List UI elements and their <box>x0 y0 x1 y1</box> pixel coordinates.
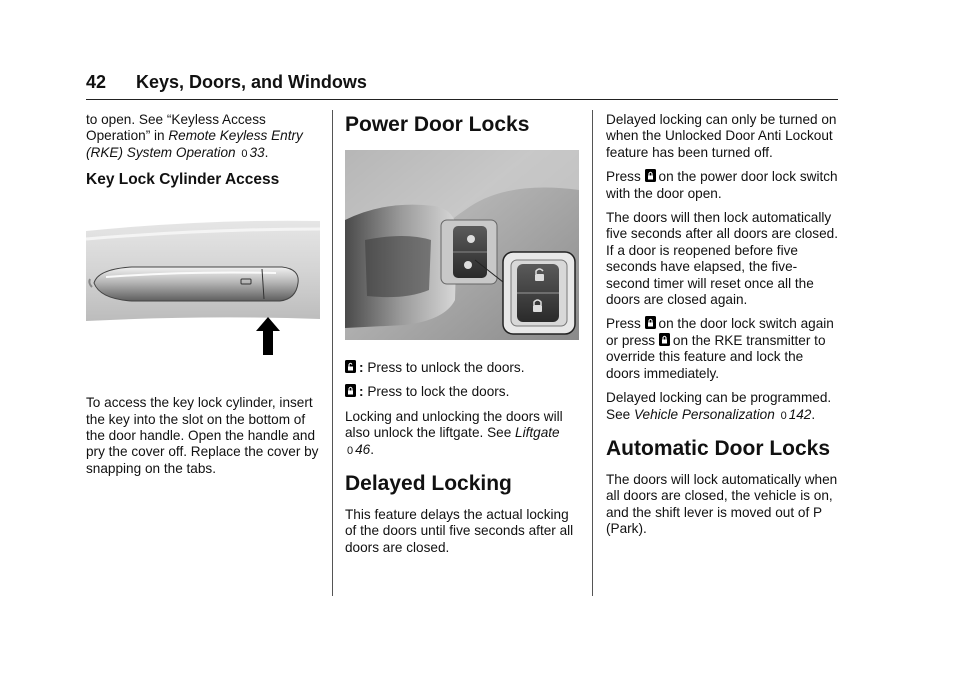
programming-paragraph: Delayed locking can be programmed. See Vehicle Personalization 0 142. <box>606 390 832 422</box>
unlock-separator: : <box>359 360 364 375</box>
delayed-locking-body: This feature delays the actual locking of the doors until five seconds after all doors are closed. <box>345 507 574 555</box>
lock-separator: : <box>359 384 364 400</box>
intro-reference: Remote Keyless Entry (RKE) System Operation <box>86 128 303 160</box>
page-title: Keys, Doors, and Windows <box>136 72 367 92</box>
key-lock-body: To access the key lock cylinder, insert the key into the slot on the bottom of the door handle. Open the handle and pry the cover off. Replace the cover by snapping on the tabs. <box>86 395 319 476</box>
lock-legend <box>345 384 581 400</box>
intro-text: to open. See “Keyless Access Operation” in <box>86 112 266 144</box>
door-lock-switch-illustration <box>345 150 579 340</box>
press-label: Press <box>606 316 641 332</box>
door-handle-illustration <box>86 199 320 389</box>
page-reference-icon: 0 <box>347 444 354 457</box>
delayed-locking-heading: Delayed Locking <box>345 472 512 496</box>
unlock-text: Press to unlock the doors. <box>367 360 525 375</box>
lock-icon <box>645 316 656 329</box>
programming-text: Delayed locking can be programmed. See <box>606 390 832 422</box>
personalization-reference: Vehicle Personalization <box>633 406 775 422</box>
auto-lock-timing: The doors will then lock automatically five seconds after all doors are closed. If a door is reopened before five seconds have elapsed, the five-second timer will reset once all the doors are closed again. <box>606 210 838 308</box>
liftgate-page-number: 46 <box>355 441 371 457</box>
lock-icon <box>659 333 670 346</box>
unlock-legend <box>345 360 581 376</box>
column-right <box>606 112 840 546</box>
intro-paragraph: to open. See “Keyless Access Operation” in Remote Keyless Entry (RKE) System Operation 0 33. <box>86 112 303 160</box>
override-text-end: on the RKE transmitter to override this feature and lock the doors immediately. <box>606 332 826 381</box>
page-reference-icon: 0 <box>780 409 787 422</box>
liftgate-paragraph: Locking and unlocking the doors will also unlock the liftgate. See Liftgate 0 46. <box>345 408 563 457</box>
up-arrow-icon <box>256 317 280 355</box>
page-number: 42 <box>86 72 107 92</box>
override-instruction <box>606 316 840 382</box>
liftgate-text: Locking and unlocking the doors will also unlock the liftgate. See <box>345 408 563 441</box>
column-divider <box>592 110 593 596</box>
header-rule <box>86 99 838 100</box>
personalization-page-number: 142 <box>788 406 812 422</box>
override-text: on the door lock switch again or press <box>606 316 834 348</box>
press-label: Press <box>606 169 641 185</box>
column-left <box>86 112 322 485</box>
automatic-door-locks-heading: Automatic Door Locks <box>606 436 831 460</box>
liftgate-reference: Liftgate <box>515 425 560 441</box>
lock-icon <box>345 384 356 397</box>
press-lock-text: on the power door lock switch with the door open. <box>606 169 838 201</box>
key-lock-heading: Key Lock Cylinder Access <box>86 171 280 189</box>
column-divider <box>332 110 333 596</box>
automatic-door-locks-body: The doors will lock automatically when all doors are closed, the vehicle is on, and the shift lever is moved out of P (Park). <box>606 471 838 537</box>
column-middle <box>345 112 581 564</box>
page-reference-icon: 0 <box>241 147 248 160</box>
press-lock-instruction <box>606 169 840 202</box>
power-door-locks-heading: Power Door Locks <box>345 113 530 136</box>
unlock-icon <box>345 360 356 373</box>
lock-icon <box>645 169 656 182</box>
lock-text: Press to lock the doors. <box>367 384 510 400</box>
delayed-lock-condition: Delayed locking can only be turned on when the Unlocked Door Anti Lockout feature has been turned off. <box>606 112 837 160</box>
intro-page-number: 33 <box>249 144 265 160</box>
